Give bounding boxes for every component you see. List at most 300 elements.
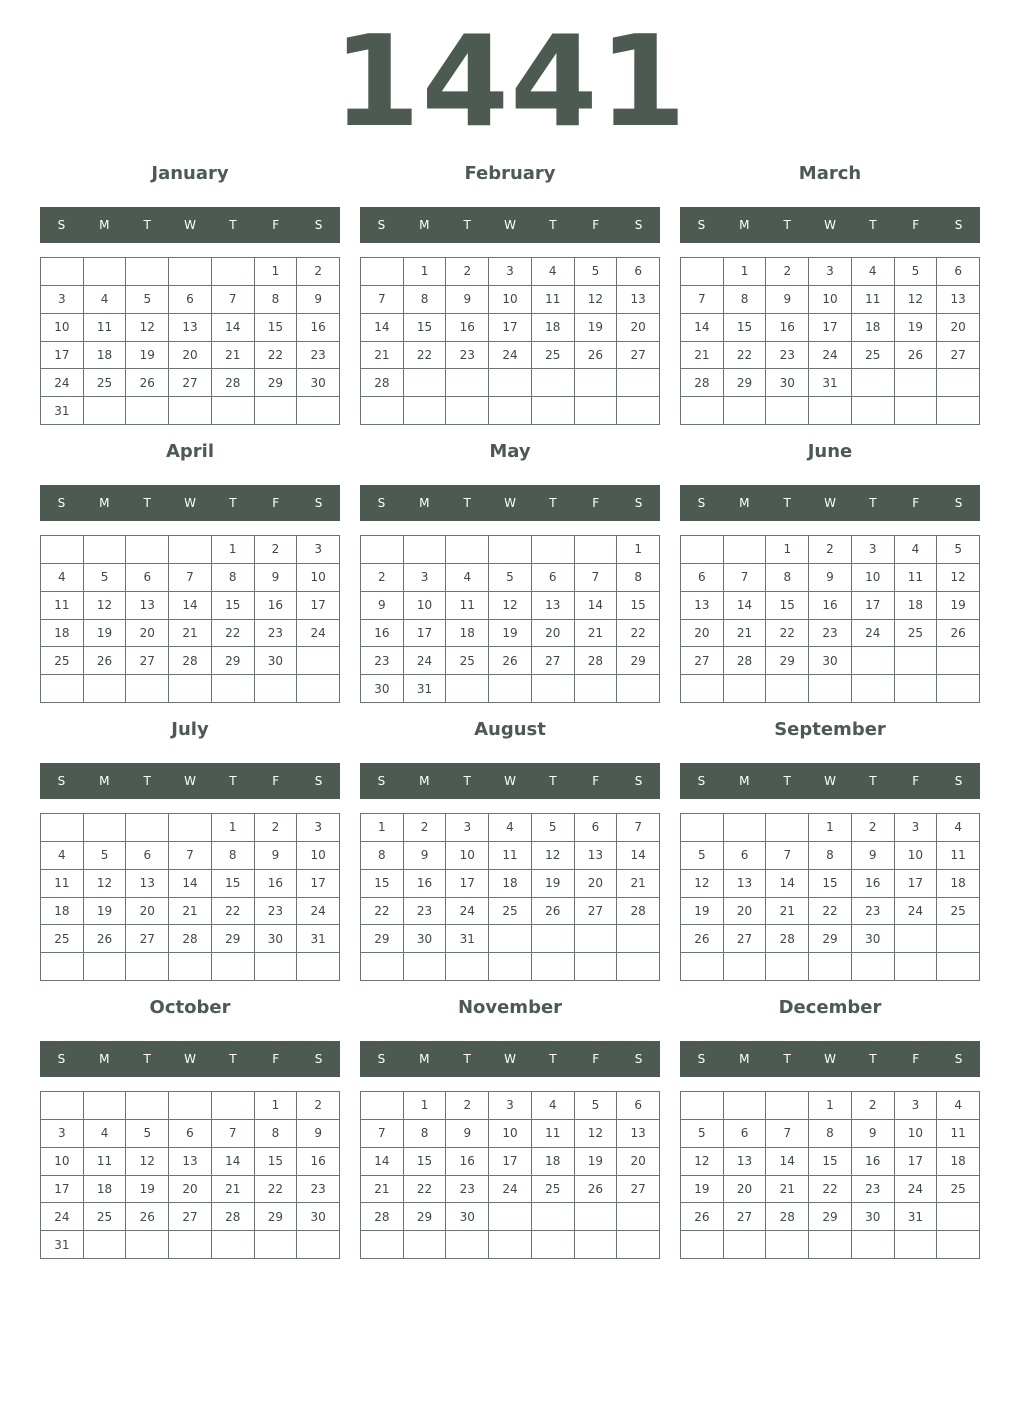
day-cell: 20 bbox=[575, 870, 618, 898]
day-cell: 5 bbox=[84, 564, 127, 592]
day-cell: 20 bbox=[532, 620, 575, 648]
day-cell: 20 bbox=[126, 898, 169, 926]
day-cell: 17 bbox=[895, 1148, 938, 1176]
empty-day-cell bbox=[937, 647, 980, 675]
empty-day-cell bbox=[404, 953, 447, 981]
empty-day-cell bbox=[937, 925, 980, 953]
day-cell: 30 bbox=[852, 925, 895, 953]
empty-day-cell bbox=[361, 397, 404, 425]
weekday-label: M bbox=[99, 218, 110, 232]
day-cell: 8 bbox=[255, 286, 298, 314]
day-cell: 8 bbox=[404, 286, 447, 314]
day-cell: 21 bbox=[212, 1176, 255, 1204]
day-cell: 30 bbox=[852, 1203, 895, 1231]
day-cell: 6 bbox=[617, 258, 660, 286]
day-grid bbox=[40, 257, 340, 425]
day-cell: 11 bbox=[41, 870, 84, 898]
day-cell: 3 bbox=[809, 258, 852, 286]
day-cell: 4 bbox=[489, 814, 532, 842]
weekday-label: M bbox=[419, 496, 430, 510]
day-cell: 14 bbox=[575, 592, 618, 620]
empty-day-cell bbox=[575, 369, 618, 397]
day-cell: 5 bbox=[895, 258, 938, 286]
day-cell: 7 bbox=[617, 814, 660, 842]
day-cell: 21 bbox=[575, 620, 618, 648]
empty-day-cell bbox=[895, 675, 938, 703]
day-cell: 19 bbox=[681, 898, 724, 926]
day-cell: 13 bbox=[681, 592, 724, 620]
day-cell: 5 bbox=[575, 258, 618, 286]
empty-day-cell bbox=[937, 369, 980, 397]
day-cell: 25 bbox=[84, 369, 127, 397]
weekday-label: T bbox=[229, 218, 237, 232]
day-cell: 18 bbox=[84, 1176, 127, 1204]
day-cell: 25 bbox=[937, 898, 980, 926]
empty-day-cell bbox=[532, 675, 575, 703]
day-cell: 2 bbox=[404, 814, 447, 842]
day-cell: 19 bbox=[895, 314, 938, 342]
day-cell: 2 bbox=[361, 564, 404, 592]
day-cell: 14 bbox=[766, 1148, 809, 1176]
empty-day-cell bbox=[361, 536, 404, 564]
empty-day-cell bbox=[489, 675, 532, 703]
day-cell: 16 bbox=[297, 1148, 340, 1176]
weekday-header bbox=[360, 485, 660, 521]
empty-day-cell bbox=[446, 1231, 489, 1259]
weekday-label: W bbox=[184, 774, 196, 788]
day-cell: 2 bbox=[297, 258, 340, 286]
day-cell: 7 bbox=[361, 286, 404, 314]
day-cell: 26 bbox=[681, 1203, 724, 1231]
day-cell: 26 bbox=[575, 342, 618, 370]
day-cell: 28 bbox=[766, 925, 809, 953]
month-name: September bbox=[774, 719, 886, 740]
empty-day-cell bbox=[575, 397, 618, 425]
day-cell: 7 bbox=[766, 842, 809, 870]
day-cell: 13 bbox=[169, 1148, 212, 1176]
weekday-label: S bbox=[697, 1052, 706, 1066]
empty-day-cell bbox=[84, 675, 127, 703]
weekday-header bbox=[360, 1041, 660, 1077]
weekday-label: M bbox=[419, 774, 430, 788]
day-cell: 27 bbox=[937, 342, 980, 370]
weekday-header bbox=[40, 763, 340, 799]
day-cell: 16 bbox=[852, 870, 895, 898]
day-cell: 29 bbox=[724, 369, 767, 397]
day-cell: 21 bbox=[766, 898, 809, 926]
day-cell: 26 bbox=[489, 647, 532, 675]
day-cell: 23 bbox=[446, 1176, 489, 1204]
day-cell: 19 bbox=[489, 620, 532, 648]
day-cell: 14 bbox=[361, 314, 404, 342]
empty-day-cell bbox=[617, 953, 660, 981]
month-name: May bbox=[489, 441, 531, 462]
day-cell: 18 bbox=[41, 898, 84, 926]
weekday-label: S bbox=[377, 496, 386, 510]
day-cell: 28 bbox=[212, 1203, 255, 1231]
empty-day-cell bbox=[446, 953, 489, 981]
day-cell: 27 bbox=[617, 1176, 660, 1204]
day-cell: 1 bbox=[255, 258, 298, 286]
day-cell: 12 bbox=[126, 314, 169, 342]
month-name: July bbox=[171, 719, 209, 740]
empty-day-cell bbox=[681, 953, 724, 981]
day-cell: 13 bbox=[169, 314, 212, 342]
weekday-label: S bbox=[314, 496, 323, 510]
day-cell: 14 bbox=[212, 1148, 255, 1176]
day-cell: 3 bbox=[895, 1092, 938, 1120]
day-cell: 16 bbox=[446, 1148, 489, 1176]
day-cell: 16 bbox=[255, 870, 298, 898]
day-cell: 17 bbox=[446, 870, 489, 898]
empty-day-cell bbox=[852, 397, 895, 425]
day-cell: 29 bbox=[212, 925, 255, 953]
empty-day-cell bbox=[681, 675, 724, 703]
day-cell: 1 bbox=[212, 814, 255, 842]
day-cell: 29 bbox=[255, 1203, 298, 1231]
day-cell: 6 bbox=[126, 842, 169, 870]
day-cell: 1 bbox=[255, 1092, 298, 1120]
day-cell: 3 bbox=[446, 814, 489, 842]
day-cell: 10 bbox=[297, 842, 340, 870]
weekday-label: T bbox=[783, 774, 791, 788]
day-cell: 18 bbox=[937, 870, 980, 898]
empty-day-cell bbox=[852, 647, 895, 675]
day-cell: 26 bbox=[84, 925, 127, 953]
weekday-label: F bbox=[912, 218, 920, 232]
month-name: October bbox=[149, 997, 231, 1018]
day-cell: 21 bbox=[766, 1176, 809, 1204]
day-cell: 16 bbox=[852, 1148, 895, 1176]
weekday-label: W bbox=[824, 1052, 836, 1066]
empty-day-cell bbox=[446, 369, 489, 397]
empty-day-cell bbox=[297, 1231, 340, 1259]
day-cell: 26 bbox=[84, 647, 127, 675]
weekday-label: T bbox=[549, 496, 557, 510]
day-grid bbox=[680, 535, 980, 703]
day-cell: 13 bbox=[126, 592, 169, 620]
day-cell: 24 bbox=[852, 620, 895, 648]
day-cell: 4 bbox=[937, 814, 980, 842]
empty-day-cell bbox=[84, 1092, 127, 1120]
day-cell: 22 bbox=[361, 898, 404, 926]
day-cell: 29 bbox=[255, 369, 298, 397]
day-cell: 1 bbox=[724, 258, 767, 286]
day-cell: 7 bbox=[361, 1120, 404, 1148]
day-cell: 23 bbox=[255, 620, 298, 648]
day-cell: 12 bbox=[84, 592, 127, 620]
day-cell: 21 bbox=[681, 342, 724, 370]
day-cell: 10 bbox=[489, 1120, 532, 1148]
empty-day-cell bbox=[126, 675, 169, 703]
weekday-label: S bbox=[314, 1052, 323, 1066]
day-grid bbox=[360, 535, 660, 703]
day-cell: 19 bbox=[575, 1148, 618, 1176]
day-cell: 12 bbox=[532, 842, 575, 870]
weekday-label: F bbox=[592, 218, 600, 232]
weekday-label: T bbox=[549, 218, 557, 232]
day-cell: 31 bbox=[446, 925, 489, 953]
empty-day-cell bbox=[404, 536, 447, 564]
weekday-label: T bbox=[783, 496, 791, 510]
empty-day-cell bbox=[361, 1231, 404, 1259]
empty-day-cell bbox=[852, 675, 895, 703]
day-cell: 17 bbox=[297, 870, 340, 898]
day-cell: 2 bbox=[852, 1092, 895, 1120]
empty-day-cell bbox=[895, 397, 938, 425]
day-cell: 15 bbox=[255, 1148, 298, 1176]
empty-day-cell bbox=[724, 953, 767, 981]
day-cell: 8 bbox=[361, 842, 404, 870]
weekday-label: S bbox=[954, 218, 963, 232]
day-cell: 15 bbox=[212, 870, 255, 898]
day-cell: 20 bbox=[169, 342, 212, 370]
day-cell: 20 bbox=[724, 898, 767, 926]
day-cell: 6 bbox=[617, 1092, 660, 1120]
day-cell: 18 bbox=[895, 592, 938, 620]
day-cell: 24 bbox=[297, 898, 340, 926]
weekday-label: T bbox=[143, 774, 151, 788]
empty-day-cell bbox=[297, 397, 340, 425]
empty-day-cell bbox=[937, 953, 980, 981]
day-cell: 14 bbox=[212, 314, 255, 342]
day-cell: 18 bbox=[446, 620, 489, 648]
weekday-label: W bbox=[504, 496, 516, 510]
weekday-label: T bbox=[229, 496, 237, 510]
day-cell: 5 bbox=[532, 814, 575, 842]
day-cell: 6 bbox=[937, 258, 980, 286]
day-cell: 28 bbox=[361, 1203, 404, 1231]
empty-day-cell bbox=[681, 1092, 724, 1120]
empty-day-cell bbox=[361, 1092, 404, 1120]
day-cell: 17 bbox=[809, 314, 852, 342]
day-cell: 31 bbox=[895, 1203, 938, 1231]
empty-day-cell bbox=[937, 675, 980, 703]
weekday-label: S bbox=[57, 1052, 66, 1066]
day-cell: 8 bbox=[766, 564, 809, 592]
weekday-label: M bbox=[99, 774, 110, 788]
weekday-label: T bbox=[869, 774, 877, 788]
weekday-label: F bbox=[592, 774, 600, 788]
weekday-label: M bbox=[99, 1052, 110, 1066]
day-cell: 16 bbox=[255, 592, 298, 620]
day-cell: 4 bbox=[852, 258, 895, 286]
day-cell: 1 bbox=[361, 814, 404, 842]
weekday-header bbox=[680, 207, 980, 243]
empty-day-cell bbox=[361, 953, 404, 981]
empty-day-cell bbox=[937, 1231, 980, 1259]
day-cell: 13 bbox=[724, 870, 767, 898]
day-cell: 24 bbox=[489, 342, 532, 370]
empty-day-cell bbox=[41, 814, 84, 842]
day-cell: 16 bbox=[404, 870, 447, 898]
day-cell: 23 bbox=[404, 898, 447, 926]
year-title: 1441 bbox=[332, 8, 688, 155]
empty-day-cell bbox=[937, 397, 980, 425]
day-cell: 8 bbox=[809, 1120, 852, 1148]
day-cell: 15 bbox=[809, 870, 852, 898]
day-cell: 22 bbox=[404, 342, 447, 370]
weekday-label: T bbox=[229, 774, 237, 788]
day-cell: 7 bbox=[575, 564, 618, 592]
day-cell: 10 bbox=[41, 1148, 84, 1176]
day-cell: 24 bbox=[41, 1203, 84, 1231]
weekday-label: S bbox=[377, 774, 386, 788]
empty-day-cell bbox=[446, 675, 489, 703]
empty-day-cell bbox=[681, 814, 724, 842]
empty-day-cell bbox=[169, 675, 212, 703]
day-cell: 7 bbox=[169, 842, 212, 870]
day-cell: 24 bbox=[446, 898, 489, 926]
day-cell: 20 bbox=[169, 1176, 212, 1204]
day-cell: 7 bbox=[212, 286, 255, 314]
day-cell: 11 bbox=[41, 592, 84, 620]
day-cell: 13 bbox=[937, 286, 980, 314]
day-cell: 21 bbox=[361, 342, 404, 370]
day-cell: 8 bbox=[809, 842, 852, 870]
empty-day-cell bbox=[766, 1231, 809, 1259]
day-cell: 19 bbox=[126, 342, 169, 370]
day-cell: 17 bbox=[41, 1176, 84, 1204]
day-cell: 8 bbox=[212, 842, 255, 870]
day-cell: 14 bbox=[724, 592, 767, 620]
empty-day-cell bbox=[532, 369, 575, 397]
day-cell: 3 bbox=[404, 564, 447, 592]
weekday-label: F bbox=[592, 496, 600, 510]
day-cell: 26 bbox=[937, 620, 980, 648]
empty-day-cell bbox=[895, 647, 938, 675]
day-cell: 30 bbox=[297, 369, 340, 397]
day-cell: 23 bbox=[297, 1176, 340, 1204]
day-cell: 13 bbox=[617, 1120, 660, 1148]
empty-day-cell bbox=[809, 397, 852, 425]
day-cell: 31 bbox=[404, 675, 447, 703]
day-cell: 17 bbox=[41, 342, 84, 370]
empty-day-cell bbox=[255, 397, 298, 425]
day-cell: 2 bbox=[446, 1092, 489, 1120]
day-cell: 23 bbox=[809, 620, 852, 648]
empty-day-cell bbox=[169, 536, 212, 564]
weekday-header bbox=[360, 763, 660, 799]
empty-day-cell bbox=[212, 397, 255, 425]
day-cell: 23 bbox=[446, 342, 489, 370]
empty-day-cell bbox=[297, 647, 340, 675]
day-cell: 6 bbox=[575, 814, 618, 842]
day-cell: 27 bbox=[532, 647, 575, 675]
weekday-label: F bbox=[912, 774, 920, 788]
weekday-label: S bbox=[377, 218, 386, 232]
day-cell: 1 bbox=[212, 536, 255, 564]
weekday-header bbox=[40, 1041, 340, 1077]
day-grid bbox=[40, 813, 340, 981]
empty-day-cell bbox=[212, 1092, 255, 1120]
empty-day-cell bbox=[361, 258, 404, 286]
empty-day-cell bbox=[575, 675, 618, 703]
empty-day-cell bbox=[84, 814, 127, 842]
day-cell: 2 bbox=[766, 258, 809, 286]
empty-day-cell bbox=[489, 397, 532, 425]
day-cell: 24 bbox=[41, 369, 84, 397]
day-grid bbox=[680, 813, 980, 981]
empty-day-cell bbox=[575, 925, 618, 953]
day-cell: 22 bbox=[404, 1176, 447, 1204]
day-cell: 11 bbox=[446, 592, 489, 620]
empty-day-cell bbox=[937, 1203, 980, 1231]
day-cell: 25 bbox=[532, 342, 575, 370]
day-cell: 8 bbox=[617, 564, 660, 592]
day-cell: 13 bbox=[617, 286, 660, 314]
day-cell: 16 bbox=[446, 314, 489, 342]
day-cell: 27 bbox=[575, 898, 618, 926]
weekday-header bbox=[680, 763, 980, 799]
day-cell: 14 bbox=[617, 842, 660, 870]
day-cell: 4 bbox=[532, 1092, 575, 1120]
empty-day-cell bbox=[809, 953, 852, 981]
weekday-label: S bbox=[954, 1052, 963, 1066]
day-cell: 9 bbox=[361, 592, 404, 620]
day-cell: 18 bbox=[852, 314, 895, 342]
day-cell: 7 bbox=[724, 564, 767, 592]
day-cell: 3 bbox=[297, 814, 340, 842]
day-cell: 10 bbox=[895, 842, 938, 870]
weekday-label: T bbox=[463, 218, 471, 232]
day-cell: 22 bbox=[724, 342, 767, 370]
empty-day-cell bbox=[489, 925, 532, 953]
day-cell: 24 bbox=[489, 1176, 532, 1204]
day-cell: 6 bbox=[532, 564, 575, 592]
day-grid bbox=[40, 535, 340, 703]
day-cell: 9 bbox=[446, 1120, 489, 1148]
day-cell: 6 bbox=[169, 286, 212, 314]
day-cell: 29 bbox=[617, 647, 660, 675]
day-cell: 23 bbox=[766, 342, 809, 370]
empty-day-cell bbox=[852, 369, 895, 397]
day-cell: 14 bbox=[169, 592, 212, 620]
day-cell: 15 bbox=[404, 314, 447, 342]
day-cell: 23 bbox=[255, 898, 298, 926]
empty-day-cell bbox=[766, 814, 809, 842]
day-cell: 11 bbox=[532, 286, 575, 314]
day-cell: 26 bbox=[532, 898, 575, 926]
empty-day-cell bbox=[809, 675, 852, 703]
day-cell: 30 bbox=[809, 647, 852, 675]
weekday-label: F bbox=[272, 496, 280, 510]
empty-day-cell bbox=[617, 925, 660, 953]
day-cell: 4 bbox=[84, 1120, 127, 1148]
day-cell: 31 bbox=[41, 1231, 84, 1259]
day-cell: 27 bbox=[681, 647, 724, 675]
day-cell: 14 bbox=[766, 870, 809, 898]
day-cell: 19 bbox=[84, 898, 127, 926]
day-cell: 23 bbox=[361, 647, 404, 675]
day-cell: 15 bbox=[404, 1148, 447, 1176]
day-cell: 9 bbox=[404, 842, 447, 870]
day-cell: 22 bbox=[255, 342, 298, 370]
empty-day-cell bbox=[255, 1231, 298, 1259]
weekday-label: T bbox=[229, 1052, 237, 1066]
day-cell: 2 bbox=[255, 536, 298, 564]
weekday-label: T bbox=[463, 774, 471, 788]
day-cell: 18 bbox=[937, 1148, 980, 1176]
day-cell: 22 bbox=[617, 620, 660, 648]
empty-day-cell bbox=[297, 953, 340, 981]
day-cell: 10 bbox=[852, 564, 895, 592]
day-cell: 7 bbox=[766, 1120, 809, 1148]
empty-day-cell bbox=[681, 536, 724, 564]
empty-day-cell bbox=[489, 369, 532, 397]
day-cell: 22 bbox=[809, 1176, 852, 1204]
day-cell: 16 bbox=[297, 314, 340, 342]
